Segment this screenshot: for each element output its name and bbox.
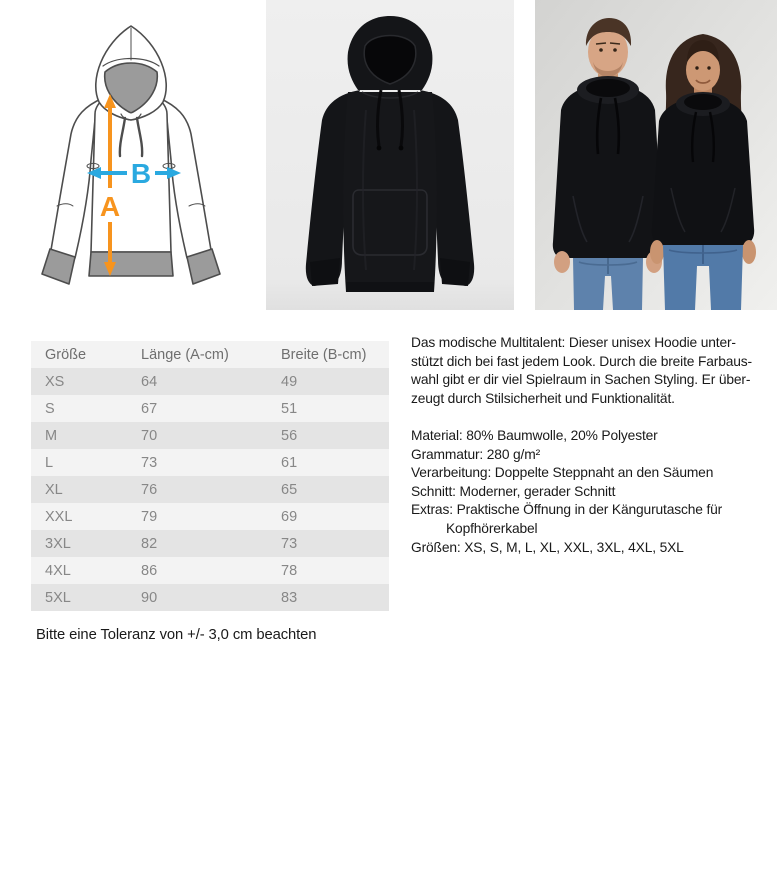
spec-material: Material: 80% Baumwolle, 20% Polyester — [411, 427, 658, 443]
width-cell: 49 — [281, 373, 298, 390]
product-description — [411, 334, 777, 557]
diagram-label-a: A — [99, 191, 121, 222]
width-cell: 73 — [281, 535, 298, 552]
diagram-label-b: B — [130, 158, 152, 189]
black-hoodie-front-illustration — [266, 0, 514, 310]
length-cell: 79 — [141, 508, 158, 525]
width-cell: 69 — [281, 508, 298, 525]
size-diagram-illustration — [25, 10, 240, 310]
spec-extras: Extras: Praktische Öffnung in der Kängurutasche für — [411, 502, 723, 518]
width-cell: 56 — [281, 427, 298, 444]
length-cell: 67 — [141, 400, 158, 417]
col-header-length: Länge (A-cm) — [141, 346, 229, 363]
length-cell: 70 — [141, 427, 158, 444]
description-spacer — [411, 408, 777, 427]
size-cell: XS — [45, 373, 65, 390]
size-row-xl — [31, 476, 389, 503]
length-cell: 86 — [141, 562, 158, 579]
product-photo-models — [535, 0, 777, 310]
size-row-3xl — [31, 530, 389, 557]
size-table-header — [31, 341, 389, 368]
size-row-l — [31, 449, 389, 476]
width-cell: 61 — [281, 454, 298, 471]
size-cell: M — [45, 427, 58, 444]
product-photo-front — [266, 0, 514, 310]
size-row-4xl — [31, 557, 389, 584]
size-cell: 5XL — [45, 589, 71, 606]
size-row-s — [31, 395, 389, 422]
size-cell: XL — [45, 481, 63, 498]
width-cell: 78 — [281, 562, 298, 579]
size-cell: 4XL — [45, 562, 71, 579]
description-line: Das modische Multitalent: Dieser unisex Hoodie unter- — [411, 335, 736, 350]
size-cell: 3XL — [45, 535, 71, 552]
tolerance-note: Bitte eine Toleranz von +/- 3,0 cm beachten — [36, 627, 317, 643]
size-row-xs — [31, 368, 389, 395]
size-row-xxl — [31, 503, 389, 530]
width-cell: 83 — [281, 589, 298, 606]
description-line: wahl gibt er dir viel Spielraum in Sachen Styling. Er über- — [411, 372, 751, 388]
length-cell: 76 — [141, 481, 158, 498]
length-cell: 82 — [141, 535, 158, 552]
width-cell: 51 — [281, 400, 298, 417]
spec-extras-continued: Kopfhörerkabel — [446, 520, 538, 536]
col-header-size: Größe — [45, 346, 87, 363]
size-diagram — [25, 10, 240, 310]
spec-workmanship: Verarbeitung: Doppelte Steppnaht an den Säumen — [411, 465, 714, 481]
size-table — [31, 341, 389, 611]
spec-grammage: Grammatur: 280 g/m² — [411, 446, 541, 462]
size-row-m — [31, 422, 389, 449]
col-header-width: Breite (B-cm) — [281, 346, 367, 363]
width-cell: 65 — [281, 481, 298, 498]
size-cell: L — [45, 454, 54, 471]
length-cell: 90 — [141, 589, 158, 606]
size-cell: XXL — [45, 508, 73, 525]
length-cell: 64 — [141, 373, 158, 390]
description-line: stützt dich bei fast jedem Look. Durch die breite Farbaus- — [411, 353, 752, 369]
spec-cut: Schnitt: Moderner, gerader Schnitt — [411, 483, 616, 499]
size-row-5xl — [31, 584, 389, 611]
spec-sizes: Größen: XS, S, M, L, XL, XXL, 3XL, 4XL, 5XL — [411, 539, 684, 555]
length-cell: 73 — [141, 454, 158, 471]
size-cell: S — [45, 400, 55, 417]
models-wearing-hoodies-illustration — [535, 0, 777, 310]
description-line: zeugt durch Stilsicherheit und Funktionalität. — [411, 390, 675, 406]
